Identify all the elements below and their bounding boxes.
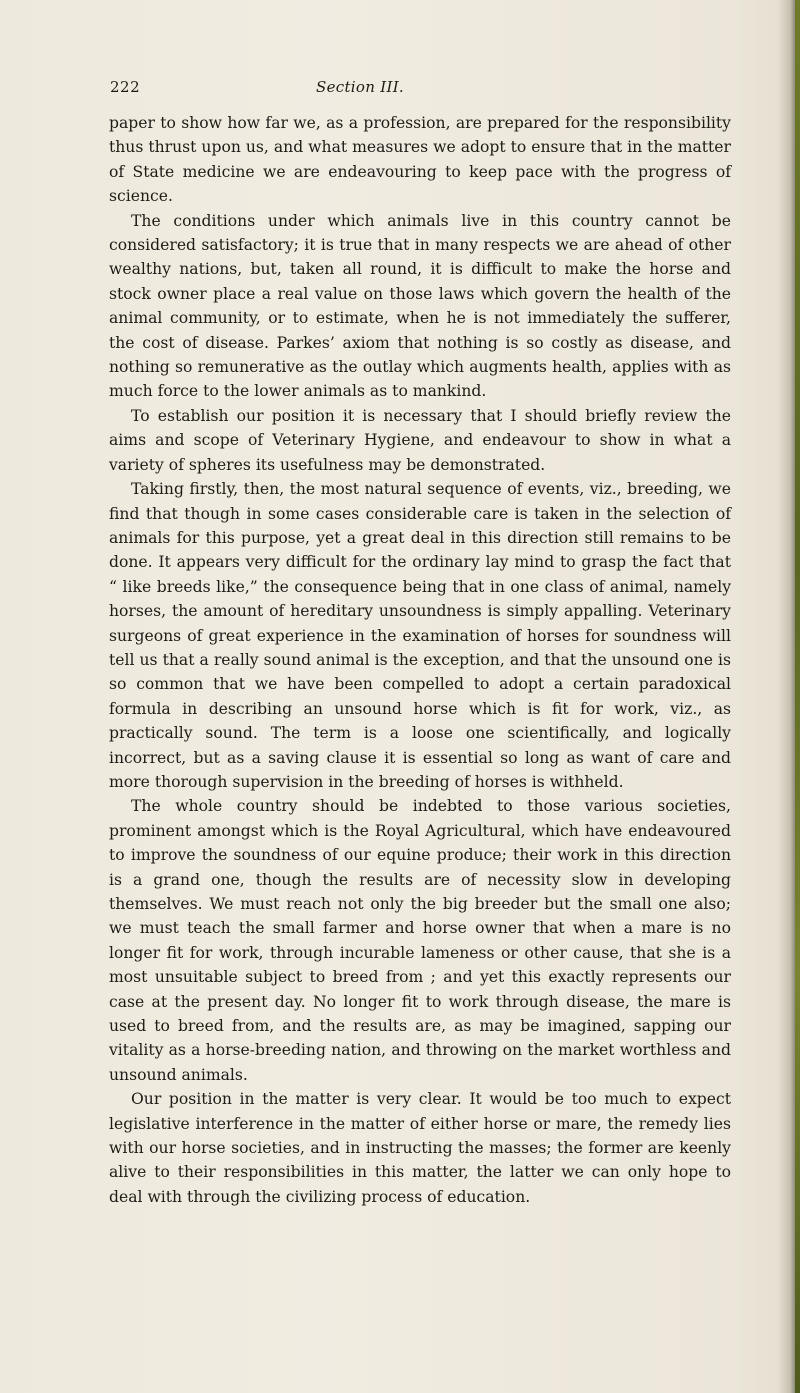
paragraph: paper to show how far we, as a profession, are prepared for the responsibility thus thrust upon us, and what measures we adopt to ensure that in the matter of State medicine we are endeavouring to keep pace with the progress of science.: [109, 114, 731, 206]
paragraph: Our position in the matter is very clear. It would be too much to expect legislative interference in the matter of either horse or mare, the remedy lies with our horse societies, and in instructing the masses; the former are keenly alive to their responsibilities in this matter, the latter we can only hope to deal with through the civilizing process of education.: [109, 1090, 731, 1206]
paragraph: Taking firstly, then, the most natural sequence of events, viz., breeding, we find that though in some cases considerable care is taken in the selection of animals for this purpose, yet a great deal in this direction still remains to be done. It appears very difficult for the ordinary lay mind to grasp the fact that “ like breeds like,” the consequence being that in one class of animal, namely horses, the amount of hereditary unsoundness is simply appalling. Veterinary surgeons of great experience in the examination of horses for soundness will tell us that a really sound animal is the exception, and that the unsound one is so common that we have been compelled to adopt a certain paradoxical formula in describing an unsound horse which is fit for work, viz., as practically sound. The term is a loose one scientifically, and logically incorrect, but as a saving clause it is essential so long as want of care and more thorough supervision in the breeding of horses is withheld.: [109, 480, 731, 791]
paragraph: The whole country should be indebted to those various societies, prominent amongst which is the Royal Agricultural, which have endeavoured to improve the soundness of our equine produce; their work in this direction is a grand one, though the results are of necessity slow in developing themselves. We must reach not only the big breeder but the small one also; we must teach the small farmer and horse owner that when a mare is no longer fit for work, through incurable lameness or other cause, that she is a most unsuitable subject to breed from ; and yet this exactly represents our case at the present day. No longer fit to work through disease, the mare is used to breed from, and the results are, as may be imagined, sapping our vitality as a horse-breeding nation, and throwing on the market worthless and unsound animals.: [109, 797, 731, 1084]
paragraph: The conditions under which animals live in this country cannot be considered satisfactory; it is true that in many respects we are ahead of other wealthy nations, but, taken all round, it is difficult to make the horse and stock owner place a real value on those laws which govern the health of the animal community, or to estimate, when he is not immediately the sufferer, the cost of disease. Parkes’ axiom that nothing is so costly as disease, and nothing so remunerative as the outlay which augments health, applies with as much force to the lower animals as to mankind.: [109, 211, 731, 401]
page-number: 222: [110, 78, 141, 96]
body-text: [109, 111, 731, 1209]
paragraph: To establish our position it is necessary that I should briefly review the aims and scope of Veterinary Hygiene, and endeavour to show in what a variety of spheres its usefulness may be demonstrated.: [109, 406, 731, 474]
binding-edge: [795, 0, 800, 1393]
running-head: [110, 78, 730, 102]
section-title: Section III.: [316, 78, 404, 96]
